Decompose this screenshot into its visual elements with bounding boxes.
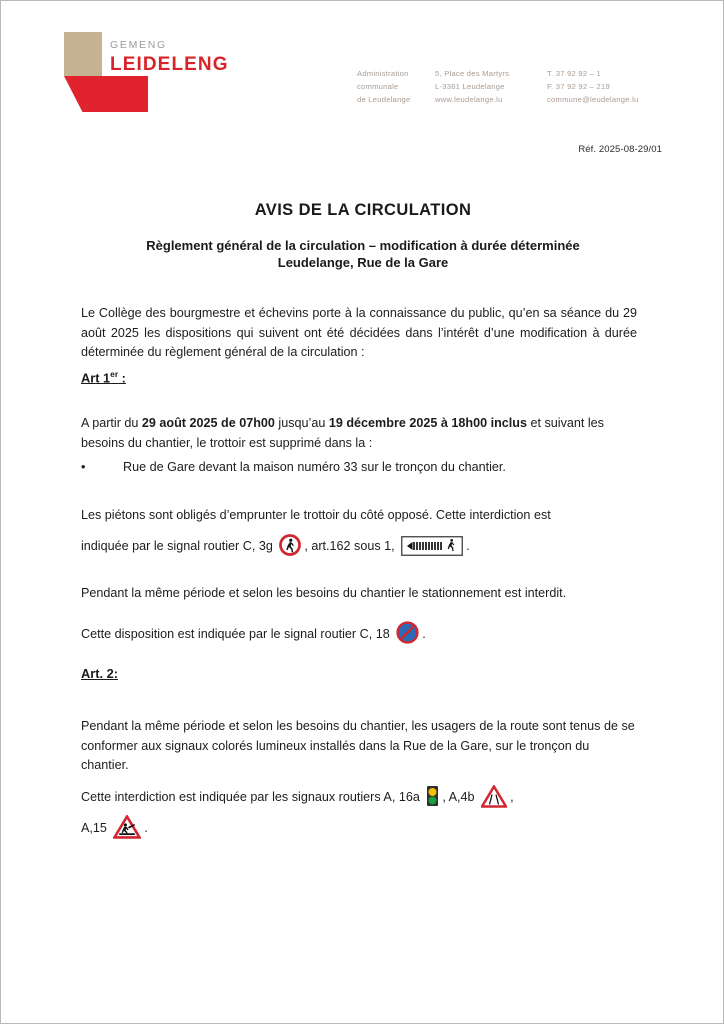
pedestrian-sign-label-c3g: indiquée par le signal routier C, 3g [81, 539, 273, 553]
art2-sign-label-a4b: , A,4b [442, 790, 475, 804]
art2-sign-label-a15: A,15 [81, 820, 107, 835]
article-2-heading: Art. 2: [81, 666, 118, 681]
article-1-label: Art 1 [81, 370, 111, 386]
article-1-period-paragraph [81, 414, 637, 453]
contact-admin-line2: communale [357, 82, 399, 92]
art2-sentence-end: . [144, 820, 148, 835]
parking-paragraph: Pendant la même période et selon les besoins du chantier le stationnement est interdit. [81, 586, 567, 600]
article-2-signs-paragraph [81, 785, 637, 845]
page-title: AVIS DE LA CIRCULATION [254, 201, 472, 219]
parking-sentence-end: . [422, 627, 426, 641]
logo-gemeng-text: GEMENG [110, 39, 167, 51]
page-subtitle-line2: Leudelange, Rue de la Gare [277, 255, 449, 270]
bullet-text: Rue de Gare devant la maison numéro 33 sur le tronçon du chantier. [123, 460, 506, 474]
parking-sign-paragraph [81, 621, 637, 651]
document-header [1, 1, 724, 155]
art1-end-date: 19 décembre 2025 à 18h00 inclus [328, 416, 527, 430]
contact-address-city: L-3361 Leudelange [435, 82, 505, 92]
contact-admin-line1: Administration [357, 69, 409, 78]
logo-tan-square [64, 32, 102, 76]
pedestrian-art162-label: , art.162 sous 1, [304, 539, 395, 553]
article-1-colon: : [118, 370, 126, 386]
article-1-heading [81, 369, 126, 385]
art1-text-a: A partir du [81, 416, 142, 430]
contact-telephone: T. 37 92 92 – 1 [547, 69, 601, 78]
no-parking-sign-icon [396, 621, 419, 651]
contact-fax: F. 37 92 92 – 219 [547, 82, 610, 92]
contact-column-administration [357, 67, 435, 107]
contact-admin-line3: de Leudelange [357, 95, 411, 105]
pedestrian-paragraph-line1: Les piétons sont obligés d’emprunter le trottoir du côté opposé. Cette interdiction est [81, 508, 551, 522]
contact-email[interactable]: commune@leudelange.lu [547, 95, 639, 105]
roadworks-warning-sign-icon [113, 815, 141, 846]
contact-address-street: 5, Place des Martyrs [435, 69, 510, 78]
art1-start-date: 29 août 2025 de 07h00 [141, 416, 275, 430]
no-pedestrians-sign-icon [279, 534, 301, 563]
logo-leideleng-text: LEIDELENG [110, 54, 229, 75]
traffic-light-sign-icon [426, 785, 439, 814]
page-subtitle-line1: Règlement général de la circulation – modification à durée déterminée [146, 238, 580, 253]
pedestrian-paragraph-line2 [81, 534, 637, 563]
bullet-marker: • [81, 460, 86, 474]
contact-website[interactable]: www.leudelange.lu [435, 95, 503, 105]
pedestrian-detour-sign-icon [401, 536, 463, 563]
logo-red-shape [64, 76, 148, 112]
contact-block [357, 67, 687, 107]
page-subtitle [63, 237, 663, 271]
article-2-paragraph: Pendant la même période et selon les besoins du chantier, les usagers de la route sont tenus de se conformer aux signaux colorés lumineux installés dans la Rue de la Gare, sur le tronçon du chantier. [81, 719, 635, 772]
road-narrows-warning-sign-icon [481, 785, 507, 815]
parking-sign-label-c18: Cette disposition est indiquée par le signal routier C, 18 [81, 627, 390, 641]
contact-column-phone [547, 67, 687, 107]
municipality-logo [64, 32, 229, 110]
contact-column-address [435, 67, 547, 107]
art1-text-c: jusqu’au [274, 416, 329, 430]
art2-sign-label-a16a: Cette interdiction est indiquée par les signaux routiers A, 16a [81, 790, 420, 804]
reference-number: Réf. 2025-08-29/01 [578, 144, 662, 155]
article-1-ordinal: er [110, 369, 119, 379]
art1-text-d: et suivant les besoins du chantier, le trottoir est supprimé dans la : [81, 416, 604, 450]
pedestrian-sentence-end: . [466, 539, 470, 553]
art2-sign-comma: , [510, 790, 514, 804]
intro-paragraph: Le Collège des bourgmestre et échevins porte à la connaissance du public, qu’en sa séance du 29 août 2025 les dispositions qui suivent ont été décidées dans l’intérêt d’une modification à durée déterminée du règlement général de la circulation : [81, 306, 637, 359]
list-item [81, 458, 637, 477]
